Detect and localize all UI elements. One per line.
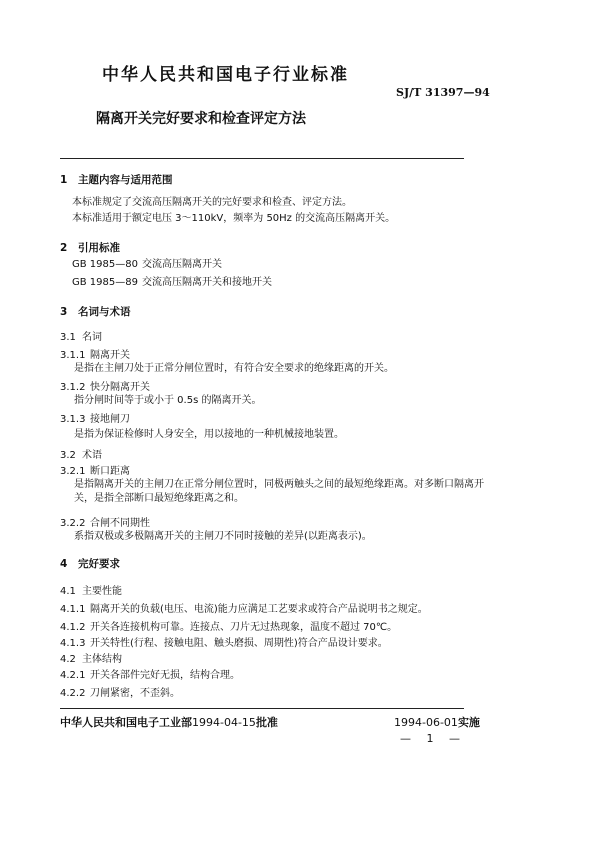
section-3-2-heading: 3.2 术语 [60, 450, 102, 461]
section-4-1-3: 4.1.3 开关特性(行程、接触电阻、触头磨损、周期性)符合产品设计要求。 [60, 638, 388, 649]
document-title: 隔离开关完好要求和检查评定方法 [96, 111, 306, 127]
section-1-para-2: 本标准适用于额定电压 3～110kV，频率为 50Hz 的交流高压隔离开关。 [72, 213, 396, 224]
approval-org: 中华人民共和国电子工业部 [60, 716, 192, 729]
reference-1-name: 交流高压隔离开关 [142, 259, 222, 270]
section-3-1-1-text: 是指在主闸刀处于正常分闸位置时，有符合安全要求的绝缘距离的开关。 [74, 363, 394, 374]
reference-1-code: GB 1985—80 [72, 259, 138, 270]
section-1-heading: 1 主题内容与适用范围 [60, 174, 173, 186]
section-4-1-heading: 4.1 主要性能 [60, 586, 122, 597]
section-3-2-2-text: 系指双极或多极隔离开关的主闸刀不同时接触的差异(以距离表示)。 [74, 531, 372, 542]
approval-line [60, 714, 278, 730]
section-3-1-2-text: 指分闸时间等于或小于 0.5s 的隔离开关。 [74, 395, 262, 406]
page-number: — 1 — [400, 732, 466, 745]
footer-divider [60, 708, 464, 709]
reference-2-code: GB 1985—89 [72, 277, 138, 288]
section-3-2-1-heading: 3.2.1 断口距离 [60, 466, 130, 477]
section-3-2-1-text: 是指隔离开关的主闸刀在正常分闸位置时，同极两触头之间的最短绝缘距离。对多断口隔离开关，是指全部断口最短绝缘距离之和。 [74, 479, 484, 504]
section-1-para-1: 本标准规定了交流高压隔离开关的完好要求和检查、评定方法。 [72, 197, 352, 208]
org-title: 中华人民共和国电子行业标准 [102, 65, 349, 85]
section-4-2-2: 4.2.2 刀闸紧密，不歪斜。 [60, 688, 180, 699]
section-4-heading: 4 完好要求 [60, 558, 120, 570]
section-3-1-heading: 3.1 名词 [60, 332, 102, 343]
section-3-1-3-heading: 3.1.3 接地闸刀 [60, 414, 130, 425]
standard-code: SJ/T 31397—94 [396, 86, 490, 99]
section-4-2-1: 4.2.1 开关各部件完好无损，结构合理。 [60, 670, 240, 681]
section-3-2-2-heading: 3.2.2 合闸不同期性 [60, 518, 150, 529]
section-3-1-3-text: 是指为保证检修时人身安全，用以接地的一种机械接地装置。 [74, 429, 344, 440]
implementation-label: 实施 [457, 716, 480, 729]
implementation-date: 1994-06-01 [394, 716, 458, 729]
section-3-1-2-heading: 3.1.2 快分隔离开关 [60, 382, 150, 393]
approval-date: 1994-04-15 [192, 716, 256, 729]
approval-label: 批准 [255, 716, 278, 729]
section-4-1-1: 4.1.1 隔离开关的负载(电压、电流)能力应满足工艺要求或符合产品说明书之规定。 [60, 604, 428, 615]
section-4-1-2: 4.1.2 开关各连接机构可靠。连接点、刀片无过热现象，温度不超过 70℃。 [60, 622, 398, 633]
reference-1 [72, 258, 222, 272]
header-divider [60, 158, 464, 159]
section-2-heading: 2 引用标准 [60, 242, 120, 254]
reference-2-name: 交流高压隔离开关和接地开关 [142, 277, 272, 288]
section-4-2-heading: 4.2 主体结构 [60, 654, 122, 665]
reference-2 [72, 276, 272, 290]
implementation-line [394, 714, 480, 730]
section-3-heading: 3 名词与术语 [60, 306, 131, 318]
section-3-1-1-heading: 3.1.1 隔离开关 [60, 350, 130, 361]
